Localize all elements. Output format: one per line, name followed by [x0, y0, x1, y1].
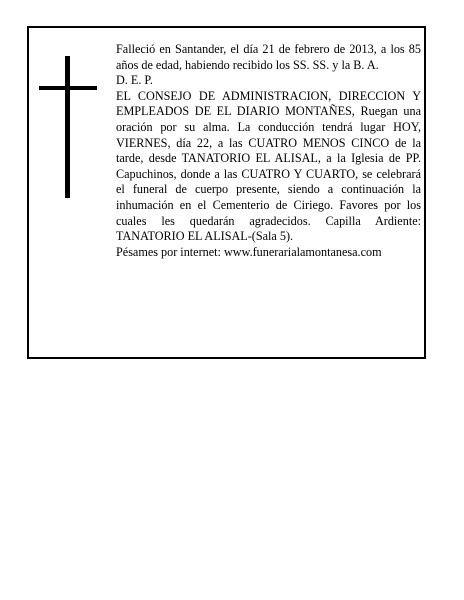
cross-vertical-bar [65, 56, 70, 198]
latin-cross-icon [39, 56, 97, 198]
condolences-line: Pésames por internet: www.funerarialamontanesa.com [116, 244, 382, 259]
obituary-notice [27, 26, 426, 359]
obituary-text [116, 42, 421, 260]
death-announcement: Falleció en Santander, el día 21 de febrero de 2013, a los 85 años de edad, habiendo recibido los SS. SS. y la B. A. [116, 42, 421, 72]
funeral-details: EL CONSEJO DE ADMINISTRACION, DIRECCION Y EMPLEADOS DE EL DIARIO MONTAÑES, Ruegan una oración por su alma. La conducción tendrá lugar HOY, VIERNES, día 22, a las CUATRO MENOS CINCO de la tarde, desde TANATORIO EL ALISAL, a la Iglesia de PP. Capuchinos, donde a las CUATRO Y CUARTO, se celebrará el funeral de cuerpo presente, siendo a continuación la inhumación en el Cementerio de Ciriego. Favores por los cuales les quedarán agradecidos. Capilla Ardiente: TANATORIO EL ALISAL-(Sala 5). [116, 88, 421, 244]
cross-horizontal-bar [39, 86, 97, 90]
rip-line: D. E. P. [116, 73, 153, 88]
